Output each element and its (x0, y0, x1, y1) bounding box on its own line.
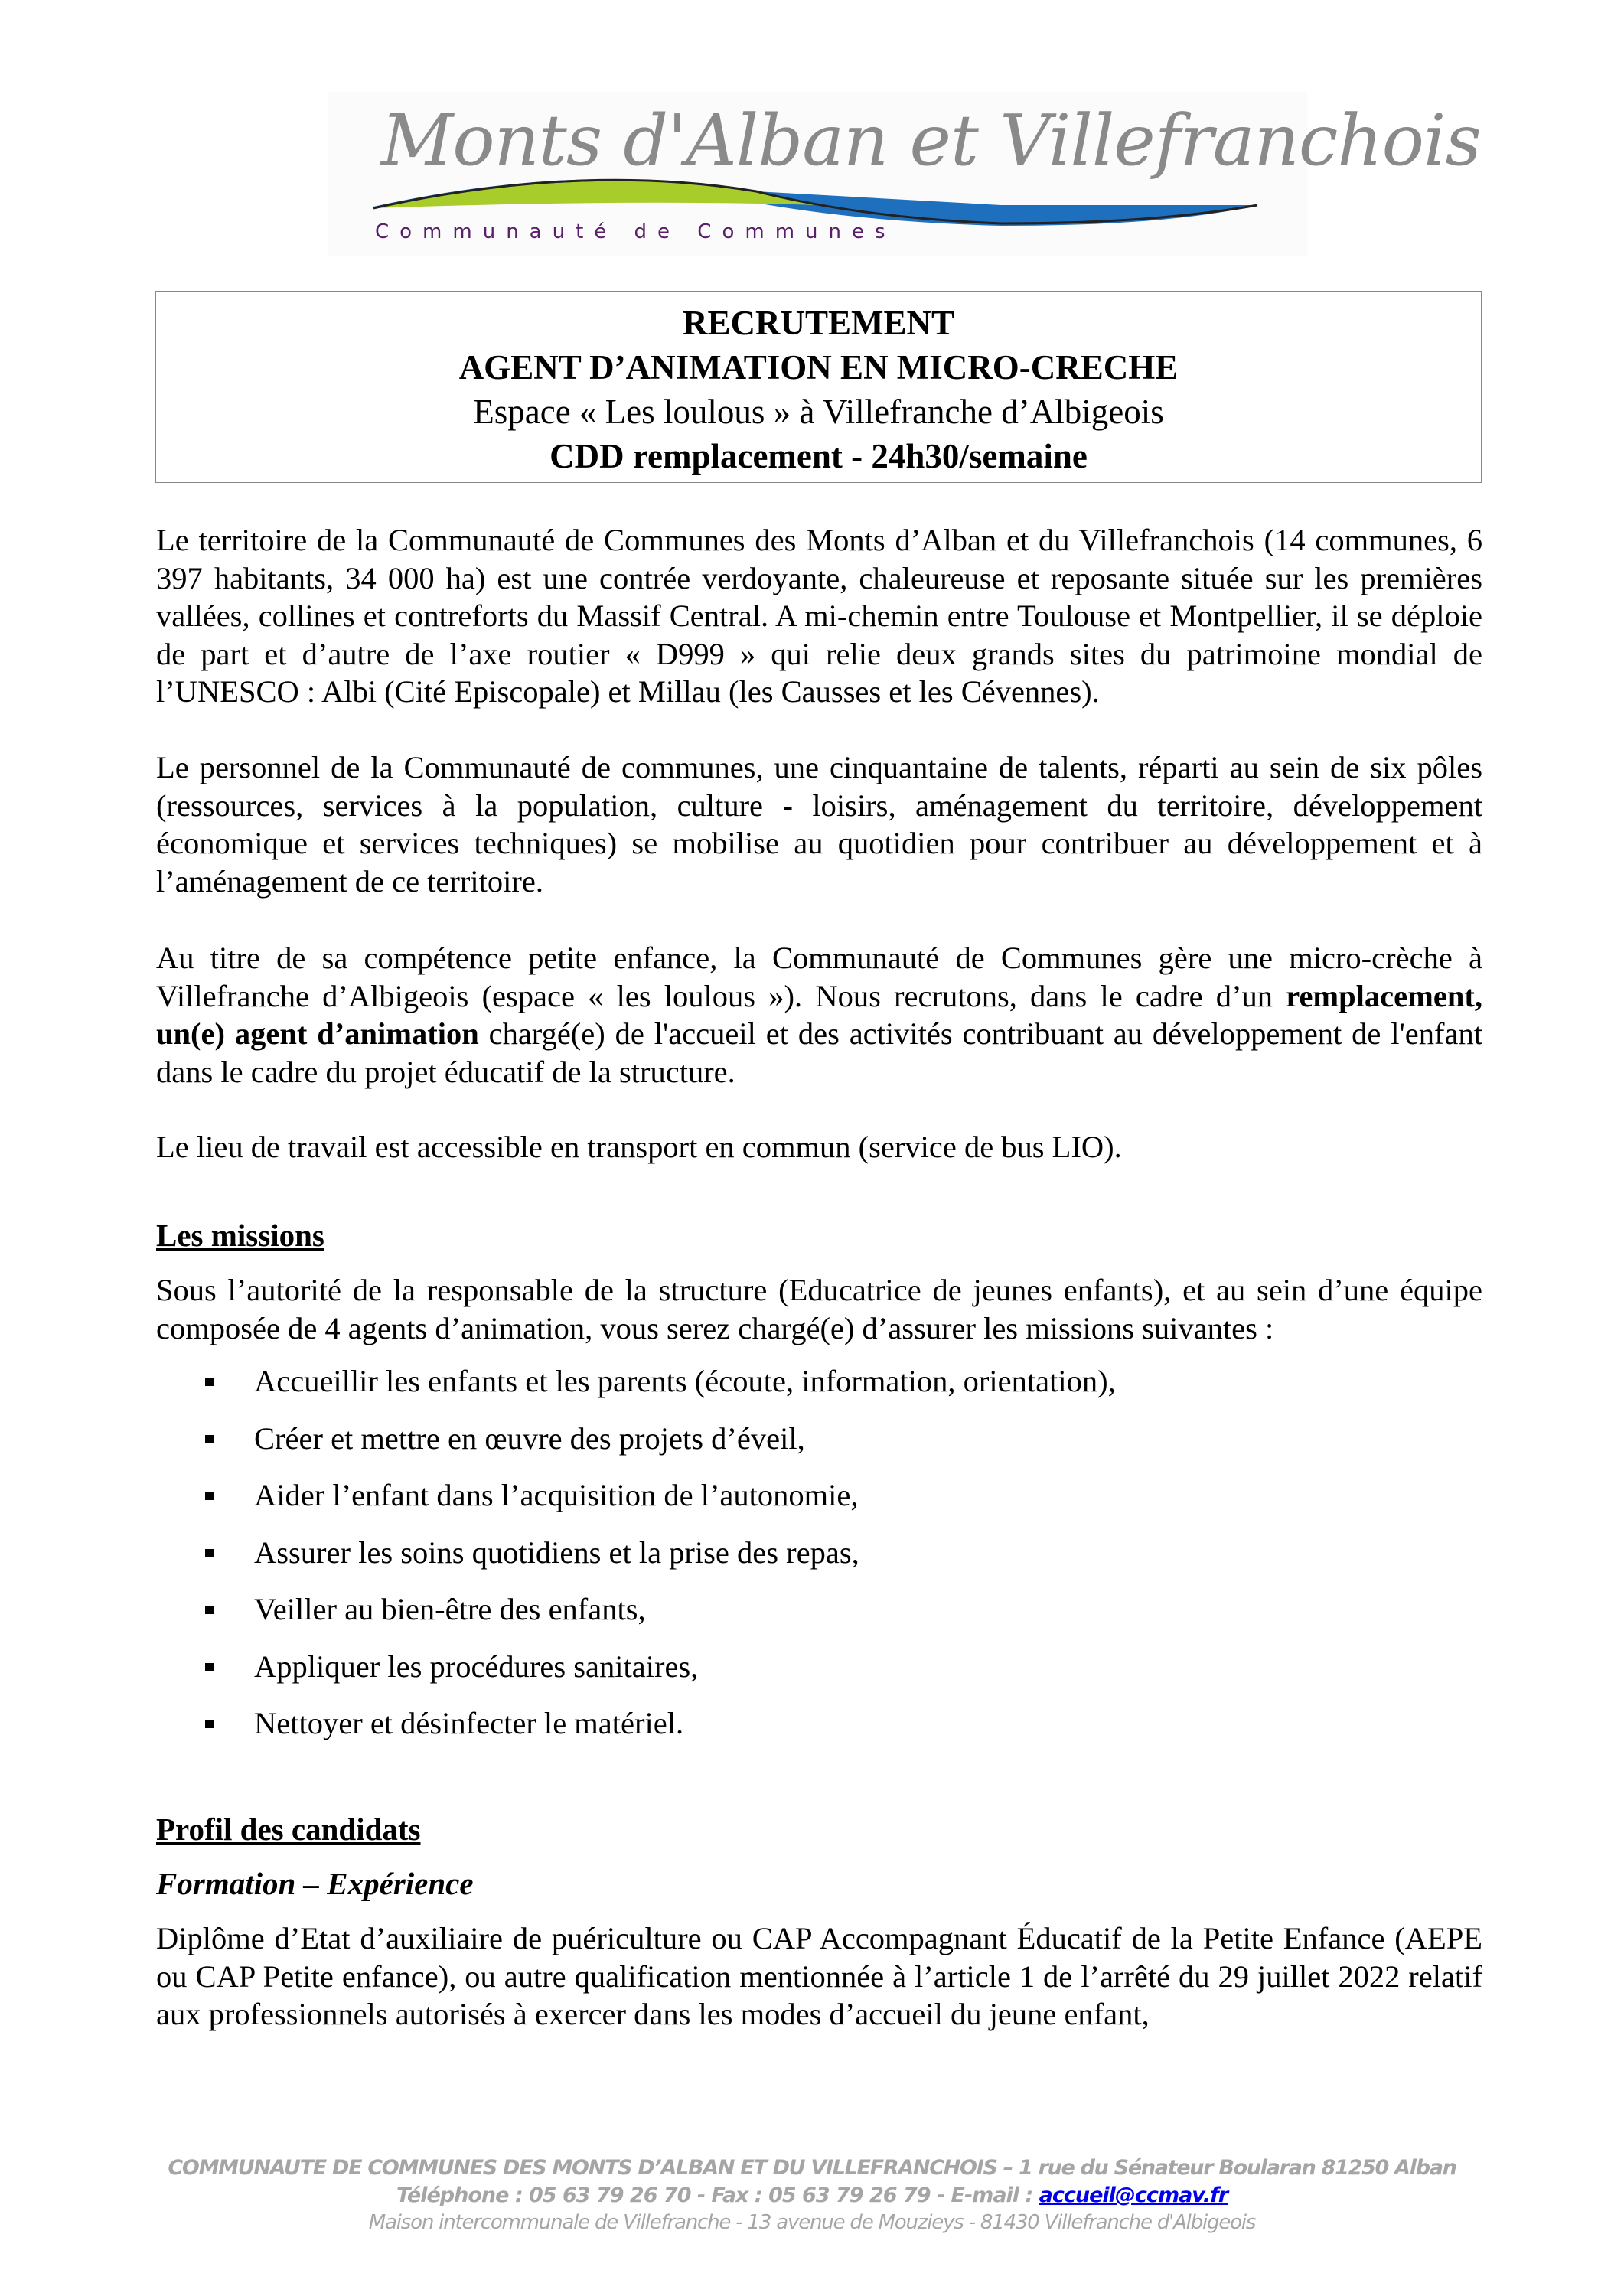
paragraph-recruitment (156, 939, 1482, 1091)
footer-phone-fax: Téléphone : 05 63 79 26 70 - Fax : 05 63 79 26 79 - E-mail : (396, 2183, 1039, 2207)
mission-item-text: Veiller au bien-être des enfants, (254, 1592, 646, 1626)
bullet-icon (205, 1606, 214, 1614)
mission-item-text: Accueillir les enfants et les parents (écoute, information, orientation), (254, 1364, 1116, 1398)
paragraph-transport: Le lieu de travail est accessible en transport en commun (service de bus LIO). (156, 1130, 1122, 1164)
mission-item-text: Assurer les soins quotidiens et la prise des repas, (254, 1534, 859, 1570)
logo-subtitle: Communauté de Communes (375, 220, 896, 243)
bullet-icon (205, 1720, 214, 1728)
formation-text: Diplôme d’Etat d’auxiliaire de puériculture ou CAP Accompagnant Éducatif de la Petite Enfance (AEPE ou CAP Petite enfance), ou autre qualification mentionnée à l’article 1 de l’arrêté du 29 juillet 2022 relatif aux professionnels autorisés à exercer dans les modes d’accueil du jeune enfant, (156, 1921, 1482, 2032)
recruitment-text-b: chargé(e) de l'accueil et des activités contribuant au développement de l'enfant dans le cadre du projet éducatif de la structure. (156, 1016, 1482, 1089)
profil-heading: Profil des candidats (156, 1812, 421, 1847)
paragraph-personnel: Le personnel de la Communauté de communes, une cinquantaine de talents, réparti au sein de six pôles (ressources, services à la population, culture - loisirs, aménagement du territoire, développement économique et services techniques) se mobilise au quotidien pour contribuer au développement et à l’aménagement de ce territoire. (156, 750, 1482, 899)
bullet-icon (205, 1378, 214, 1386)
formation-subheading: Formation – Expérience (156, 1866, 474, 1901)
footer-maison: Maison intercommunale de Villefranche - 13 avenue de Mouzieys - 81430 Villefranche d'Albigeois (368, 2211, 1256, 2234)
bullet-icon (205, 1663, 214, 1671)
bullet-icon (205, 1492, 214, 1500)
title-recrutement: RECRUTEMENT (682, 304, 955, 342)
contract-type: CDD remplacement - 24h30/semaine (549, 437, 1088, 475)
title-box (155, 291, 1482, 483)
footer (0, 2154, 1624, 2236)
recruitment-text-a: Au titre de sa compétence petite enfance, la Communauté de Communes gère une micro-crèche à Villefranche d’Albigeois (espace « les loulous »). Nous recrutons, dans le cadre d’un (156, 941, 1482, 1013)
missions-heading: Les missions (156, 1218, 324, 1253)
job-title: AGENT D’ANIMATION EN MICRO-CRECHE (458, 348, 1179, 386)
mission-item-text: Nettoyer et désinfecter le matériel. (254, 1706, 684, 1740)
email-link[interactable]: accueil@ccmav.fr (1039, 2183, 1228, 2207)
logo (328, 92, 1481, 256)
paragraph-territory: Le territoire de la Communauté de Communes des Monts d’Alban et du Villefranchois (14 communes, 6 397 habitants, 34 000 ha) est une contrée verdoyante, chaleureuse et reposante située sur les premières vallées, collines et contreforts du Massif Central. A mi-chemin entre Toulouse et Montpellier, il se déploie de part et d’autre de l’axe routier « D999 » qui relie deux grands sites du patrimoine mondial de l’UNESCO : Albi (Cité Episcopale) et Millau (les Causses et les Cévennes). (156, 523, 1482, 709)
mission-item-text: Créer et mettre en œuvre des projets d’éveil, (254, 1420, 805, 1456)
missions-intro: Sous l’autorité de la responsable de la structure (Educatrice de jeunes enfants), et au sein d’une équipe composée de 4 agents d’animation, vous serez chargé(e) d’assurer les missions suivantes : (156, 1273, 1482, 1345)
bullet-icon (205, 1435, 214, 1443)
footer-address: COMMUNAUTE DE COMMUNES DES MONTS D’ALBAN ET DU VILLEFRANCHOIS – 1 rue du Sénateur Boularan 81250 Alban (168, 2156, 1456, 2180)
logo-title: Monts d'Alban et Villefranchois (381, 99, 1481, 181)
job-location: Espace « Les loulous » à Villefranche d’Albigeois (473, 393, 1164, 431)
bullet-icon (205, 1549, 214, 1557)
mission-item-text: Aider l’enfant dans l’acquisition de l’autonomie, (254, 1478, 859, 1512)
recruitment-text-bold: remplacement, un(e) agent d’animation (156, 978, 1482, 1052)
footer-contact (0, 2182, 1624, 2210)
mission-item-text: Appliquer les procédures sanitaires, (254, 1649, 699, 1684)
